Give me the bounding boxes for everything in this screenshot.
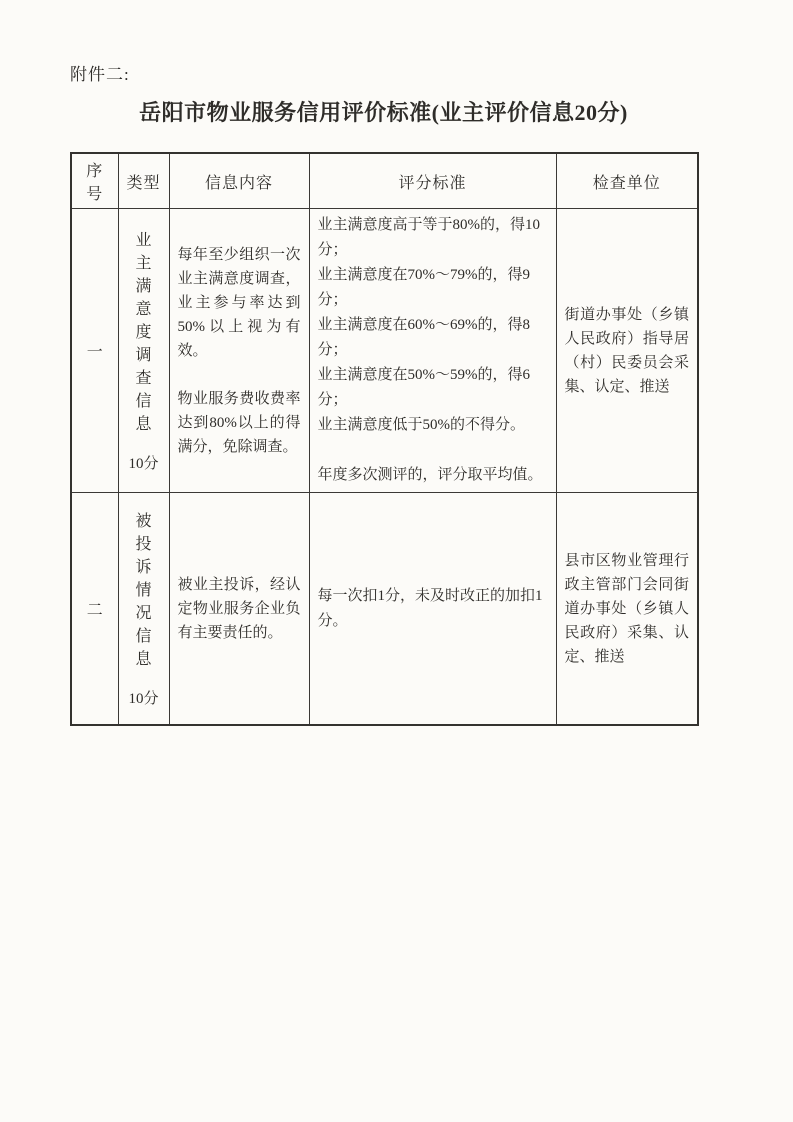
- row-category-cell: [118, 493, 169, 726]
- criteria-line: 业主满意度在50%～59%的，得6分；: [317, 367, 530, 408]
- criteria-note: 年度多次测评的，评分取平均值。: [317, 467, 543, 483]
- page-title: 岳阳市物业服务信用评价标准(业主评价信息20分): [139, 100, 628, 125]
- content-paragraph: 被业主投诉，经认定物业服务企业负有主要责任的。: [177, 576, 301, 641]
- row-inspector-cell: [556, 209, 698, 493]
- category-score: 10分: [128, 455, 159, 472]
- criteria-line: 每一次扣1分，未及时改正的加扣1分。: [317, 587, 543, 629]
- criteria-line: 业主满意度高于等于80%的，得10分；: [317, 217, 540, 258]
- row-category-cell: [118, 209, 169, 493]
- criteria-line: 业主满意度在70%～79%的，得9分；: [317, 267, 530, 308]
- content-paragraph: 物业服务费收费率达到80%以上的得满分，免除调查。: [177, 390, 301, 455]
- row-inspector-cell: [556, 493, 698, 726]
- table-row: [71, 493, 698, 726]
- inspector-text: 街道办事处（乡镇人民政府）指导居（村）民委员会采集、认定、推送: [564, 306, 689, 395]
- table-header-row: [71, 153, 698, 209]
- category-score: 10分: [128, 690, 159, 707]
- row-index: 一: [86, 344, 103, 361]
- header-content: 信息内容: [169, 153, 309, 209]
- criteria-line: 业主满意度低于50%的不得分。: [317, 417, 525, 433]
- header-category: 类型: [118, 153, 169, 209]
- header-inspector: 检查单位: [556, 153, 698, 209]
- category-vertical-text: 业主满意度调查信息: [135, 231, 152, 433]
- header-index: 序号: [71, 153, 118, 209]
- category-vertical-text: 被投诉情况信息: [135, 512, 152, 668]
- row-index-cell: [71, 209, 118, 493]
- inspector-text: 县市区物业管理行政主管部门会同街道办事处（乡镇人民政府）采集、认定、推送: [564, 552, 689, 665]
- row-content-cell: [169, 493, 309, 726]
- row-criteria-cell: [309, 209, 556, 493]
- row-criteria-cell: [309, 493, 556, 726]
- row-index-cell: [71, 493, 118, 726]
- row-index: 二: [86, 602, 103, 619]
- table-row: [71, 209, 698, 493]
- criteria-line: 业主满意度在60%～69%的，得8分；: [317, 317, 530, 358]
- evaluation-table: [70, 152, 699, 726]
- content-paragraph: 每年至少组织一次业主满意度调查，业主参与率达到50%以上视为有效。: [177, 246, 301, 359]
- header-criteria: 评分标准: [309, 153, 556, 209]
- row-content-cell: [169, 209, 309, 493]
- attachment-label: 附件二:: [70, 65, 130, 84]
